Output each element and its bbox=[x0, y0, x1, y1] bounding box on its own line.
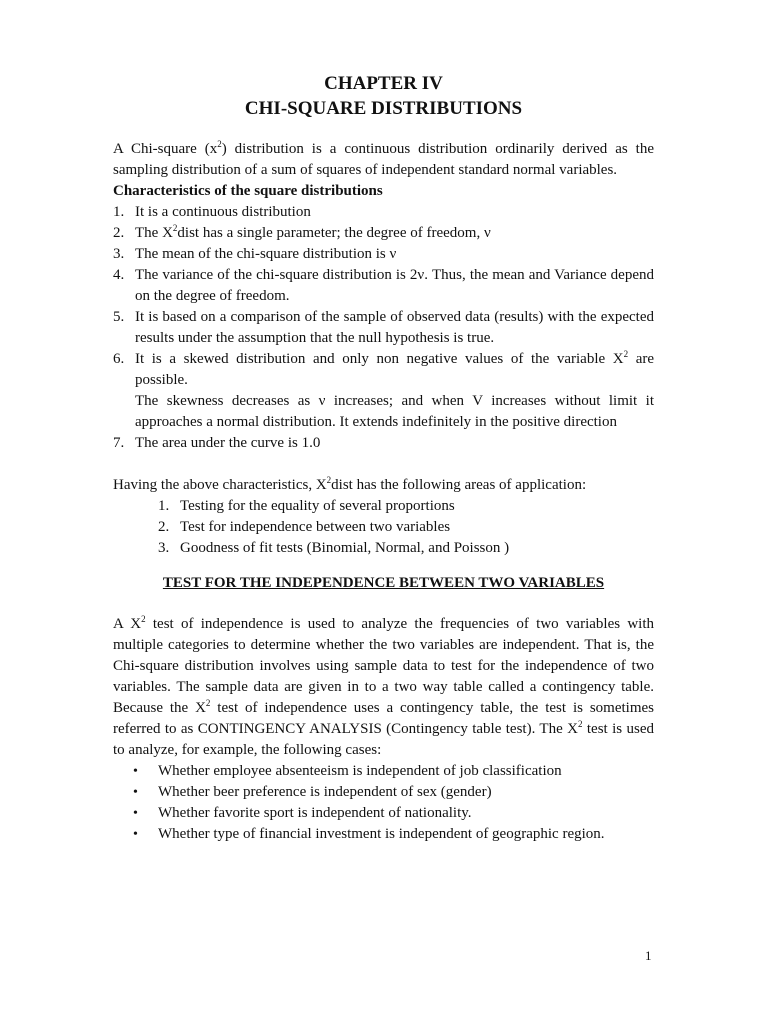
independence-paragraph: A $X^2$ test of independence is used to analyze the frequencies of two variables with multiple categories to determine whether the two variables are independent. That is, the Chi-square distribution involves using sample data to test for the independence of two variables. The sample data are given in to a two way table called a contingency table. Because the $X^2$ test of independence uses a contingency table, the test is sometimes referred to as CONTINGENCY ANALYSIS (Contingency table test). The $X^2$ test is used to analyze, for example, the following cases: bbox=[113, 614, 654, 758]
superscript: 2 bbox=[141, 614, 146, 624]
list-item: 7. The area under the curve is 1.0 bbox=[113, 435, 321, 451]
superscript: 2 bbox=[205, 698, 211, 708]
list-item: 2. Test for independence between two variables bbox=[158, 519, 451, 535]
superscript: 2 bbox=[326, 475, 332, 485]
bullet-icon: • bbox=[133, 827, 138, 842]
list-item: • Whether favorite sport is independent of nationality. bbox=[113, 803, 654, 824]
list-item: 4. The variance of the chi-square distribution is 2ν. Thus, the mean and Variance depend on the degree of freedom. bbox=[113, 267, 654, 304]
applications-intro: Having the above characteristics, $X^2dist$ has the following areas of application: bbox=[113, 475, 587, 493]
list-item: 6. It is a skewed distribution and only non negative values of the variable $X^2$ are possible. The skewness decreases as ν increases; and when V increases without limit it approaches a normal distribution. It extends indefinitely in the positive direction bbox=[113, 349, 655, 430]
applications-list bbox=[113, 496, 654, 559]
list-item: • Whether beer preference is independent of sex (gender) bbox=[113, 782, 654, 803]
characteristics-list bbox=[113, 202, 654, 454]
superscript: 2 bbox=[172, 223, 178, 233]
bullet-icon: • bbox=[133, 764, 138, 779]
list-item: 3. The mean of the chi-square distribution is ν bbox=[113, 246, 397, 262]
superscript: 2 bbox=[577, 719, 583, 729]
superscript: 2 bbox=[217, 139, 222, 149]
list-item: • Whether type of financial investment is independent of geographic region. bbox=[113, 824, 654, 845]
list-item: 5. It is based on a comparison of the sample of observed data (results) with the expected results under the assumption that the null hypothesis is true. bbox=[113, 309, 654, 346]
spacer bbox=[113, 454, 654, 475]
bullet-icon: • bbox=[133, 806, 138, 821]
page-number: 1 bbox=[645, 948, 652, 963]
list-item: • Whether employee absenteeism is independent of job classification bbox=[113, 761, 654, 782]
chapter-number: CHAPTER IV bbox=[324, 73, 443, 94]
list-item: 1. Testing for the equality of several proportions bbox=[158, 498, 455, 514]
bullet-icon: • bbox=[133, 785, 138, 800]
characteristics-heading: Characteristics of the square distributions bbox=[113, 183, 383, 199]
list-item: 3. Goodness of fit tests (Binomial, Normal, and Poisson ) bbox=[158, 540, 510, 556]
chapter-title: CHI-SQUARE DISTRIBUTIONS bbox=[244, 98, 523, 119]
intro-paragraph: A Chi-square $(x^2)$ distribution is a continuous distribution ordinarily derived as the sampling distribution of a sum of squares of independent standard normal variables. bbox=[113, 139, 654, 178]
list-item: 2. The $X^2dist$ has a single parameter; the degree of freedom, ν bbox=[113, 223, 491, 241]
superscript: 2 bbox=[623, 349, 629, 359]
independence-heading: TEST FOR THE INDEPENDENCE BETWEEN TWO VARIABLES bbox=[162, 575, 605, 591]
document-page bbox=[113, 70, 654, 845]
list-item: 1. It is a continuous distribution bbox=[113, 204, 311, 220]
cases-list bbox=[113, 761, 654, 845]
